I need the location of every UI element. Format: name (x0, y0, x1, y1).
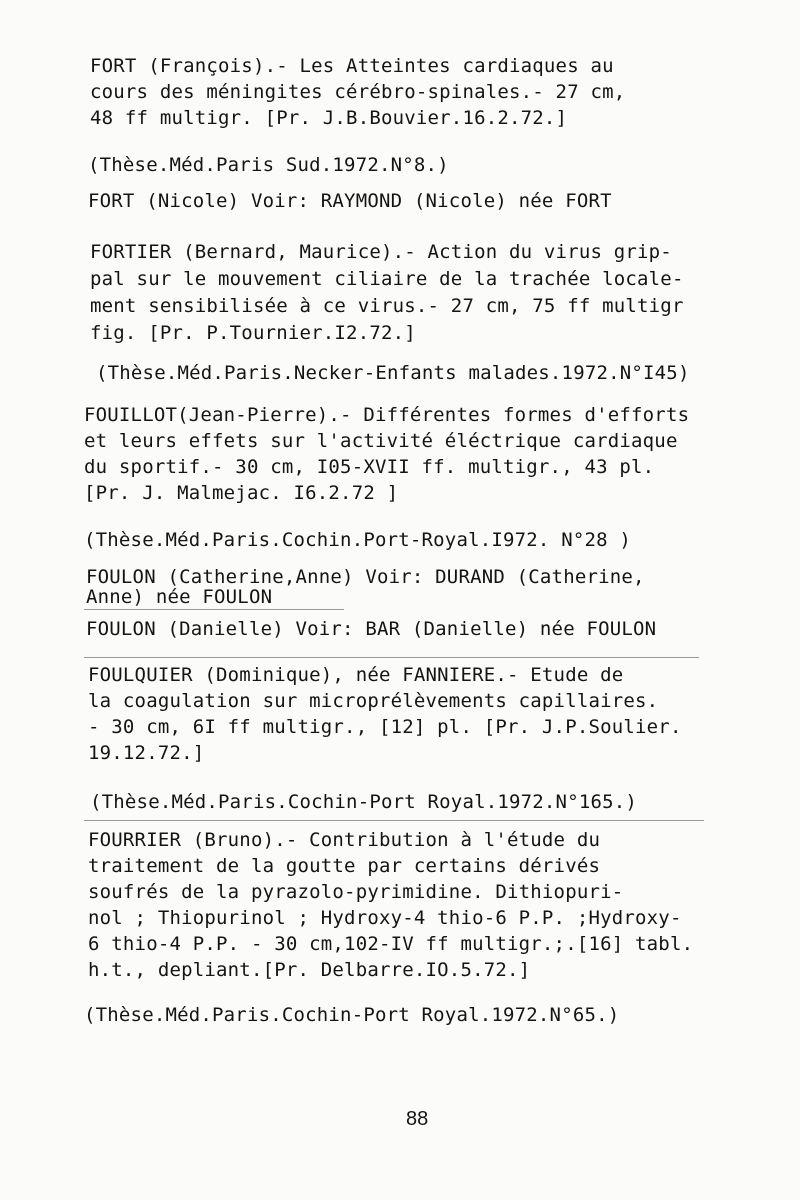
entry-line: soufrés de la pyrazolo-pyrimidine. Dithiopuri- (88, 881, 624, 903)
entry-line: la coagulation sur microprélèvements capillaires. (88, 690, 659, 712)
entry-line: 48 ff multigr. [Pr. J.B.Bouvier.16.2.72.] (90, 107, 568, 129)
cross-reference: FOULON (Catherine,Anne) Voir: DURAND (Catherine, (86, 566, 645, 588)
divider (84, 609, 344, 610)
page-number: 88 (406, 1108, 429, 1130)
entry-line: et leurs effets sur l'activité éléctrique cardiaque (84, 430, 678, 452)
entry-line: 6 thio-4 P.P. - 30 cm,102-IV ff multigr.;.[16] tabl. (88, 933, 694, 955)
thesis-reference: (Thèse.Méd.Paris.Cochin-Port Royal.1972.N°65.) (84, 1004, 620, 1026)
thesis-reference: (Thèse.Méd.Paris.Necker-Enfants malades.1972.N°I45) (96, 362, 690, 384)
entry-line: h.t., depliant.[Pr. Delbarre.IO.5.72.] (88, 959, 531, 981)
cross-reference: FOULON (Danielle) Voir: BAR (Danielle) née FOULON (86, 618, 657, 640)
cross-reference: FORT (Nicole) Voir: RAYMOND (Nicole) née FORT (88, 190, 612, 212)
divider (84, 657, 699, 658)
entry-line: [Pr. J. Malmejac. I6.2.72 ] (84, 482, 399, 504)
thesis-reference: (Thèse.Méd.Paris.Cochin-Port Royal.1972.N°165.) (90, 791, 638, 813)
entry-line: FORTIER (Bernard, Maurice).- Action du virus grip- (90, 241, 672, 263)
entry-line: FORT (François).- Les Atteintes cardiaques au (90, 55, 614, 77)
entry-line: fig. [Pr. P.Tournier.I2.72.] (90, 322, 416, 344)
entry-line: FOULQUIER (Dominique), née FANNIERE.- Etude de (88, 664, 624, 686)
divider (84, 820, 704, 821)
entry-line: cours des méningites cérébro-spinales.- 27 cm, (90, 81, 626, 103)
cross-reference: Anne) née FOULON (86, 586, 273, 608)
entry-line: traitement de la goutte par certains dérivés (88, 855, 601, 877)
entry-line: nol ; Thiopurinol ; Hydroxy-4 thio-6 P.P. ;Hydroxy- (88, 907, 682, 929)
entry-line: - 30 cm, 6I ff multigr., [12] pl. [Pr. J.P.Soulier. (88, 716, 682, 738)
thesis-reference: (Thèse.Méd.Paris.Cochin.Port-Royal.I972. N°28 ) (84, 529, 632, 551)
entry-line: du sportif.- 30 cm, I05-XVII ff. multigr., 43 pl. (84, 456, 655, 478)
entry-line: FOUILLOT(Jean-Pierre).- Différentes formes d'efforts (84, 404, 690, 426)
thesis-reference: (Thèse.Méd.Paris Sud.1972.N°8.) (88, 154, 449, 176)
entry-line: pal sur le mouvement ciliaire de la trachée locale- (90, 268, 684, 290)
entry-line: ment sensibilisée à ce virus.- 27 cm, 75 ff multigr (90, 295, 684, 317)
entry-line: 19.12.72.] (88, 742, 205, 764)
entry-line: FOURRIER (Bruno).- Contribution à l'étude du (88, 829, 601, 851)
